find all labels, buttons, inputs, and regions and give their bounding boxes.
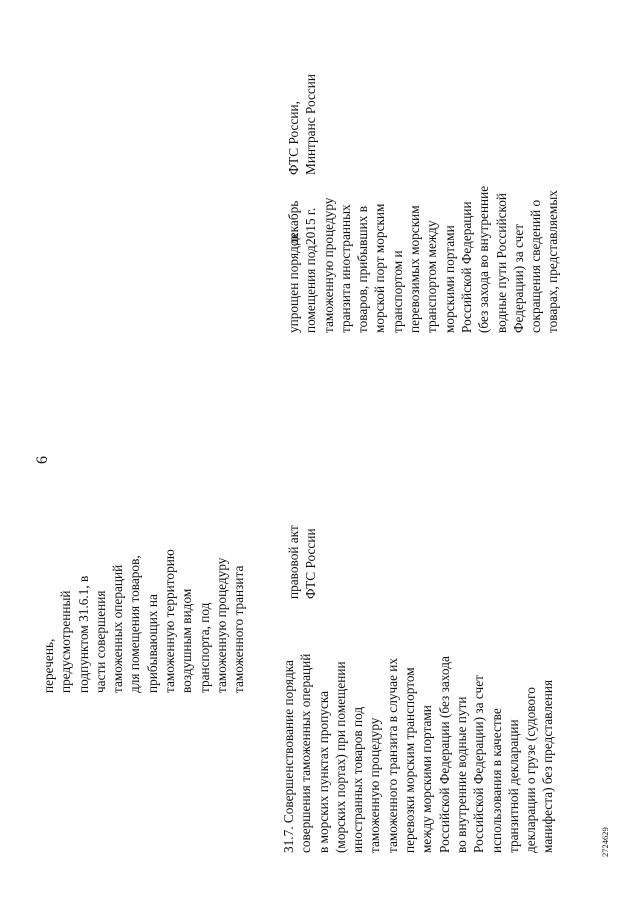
document-code: 2724629 bbox=[600, 827, 610, 857]
legal-act-cell: правовой акт ФТС России bbox=[286, 525, 319, 599]
item-31-7-cell: 31.7. Совершенствование порядка совершения таможенных операций в морских пунктах пропуска (морских портах) при помещении иностранных товаров под таможенную процедуру таможенного транзита в случае их перевозки морским транспортом между морскими портами Российской Федерации (без захода во внутренние водные пути Российской Федерации) за счет использования в качестве транзитной декларации декларации о грузе (судового манифеста) без представления bbox=[281, 653, 556, 853]
result-description-cell: упрощен порядок помещения под таможенную процедуру транзита иностранных товаров, прибывших в морской порт морским транспортом и перевозимых морским транспортом между морскими портами Российской Федерации (без захода во внутренние водные пути Российской Федерации) за счет сокращения сведений о товарах, представляемых bbox=[286, 185, 561, 333]
page-number: 6 bbox=[34, 456, 51, 464]
continued-row-name-cell: перечень, предусмотренный подпунктом 31.6.1, в части совершения таможенных операций для помещения товаров, прибывающих на таможенную территорию воздушным видом транспорта, под таможенную процедуру таможенного транзита bbox=[41, 549, 247, 693]
executors-cell: ФТС России, Минтранс России bbox=[286, 74, 319, 175]
deadline-cell: декабрь 2015 г. bbox=[286, 200, 319, 245]
